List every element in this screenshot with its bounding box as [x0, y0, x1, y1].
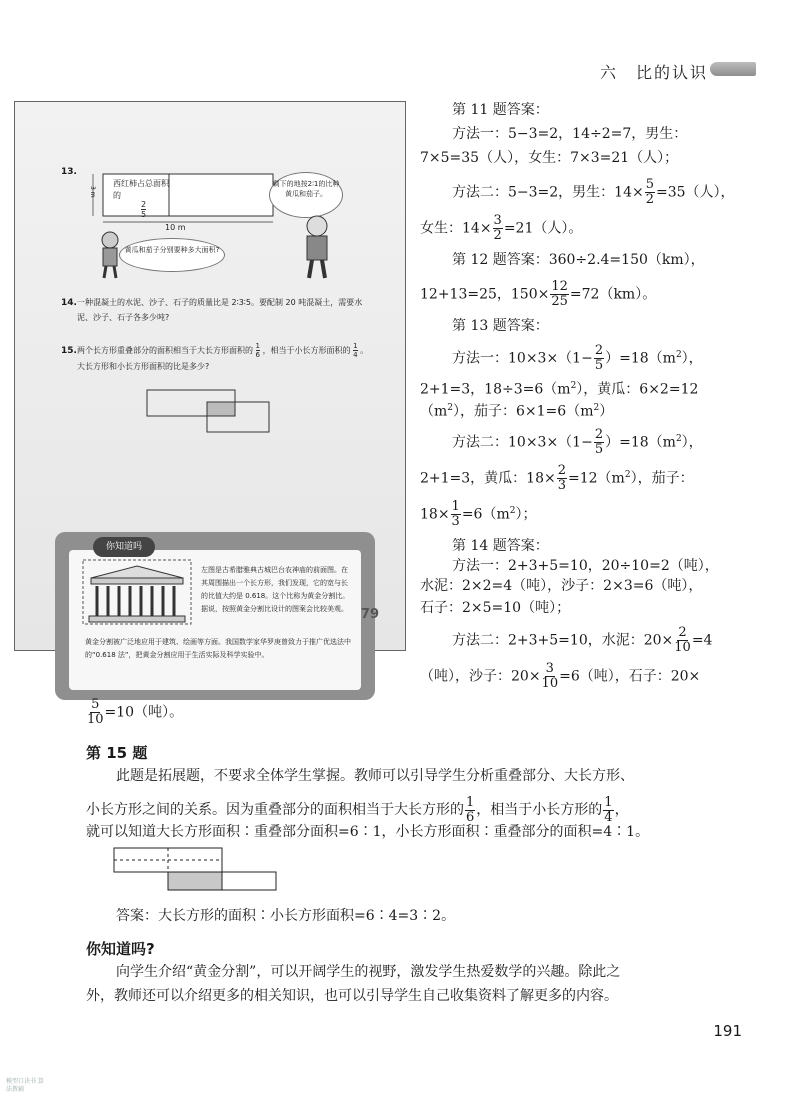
- speech-bubble-left: 黄瓜和茄子分别要种多大面积?: [119, 238, 225, 272]
- problem-13-width-label: 10 m: [165, 223, 186, 232]
- q13-method2-line2: [420, 464, 694, 493]
- fraction: [87, 698, 104, 727]
- text: 2+1=3，18÷3=6（m: [420, 381, 571, 398]
- q14-method1-line1: 方法一：2+3+5=10，20÷10=2（吨），: [452, 558, 719, 574]
- exponent: 2: [593, 403, 600, 413]
- fraction-numerator: 12: [551, 279, 568, 294]
- fraction-numerator: 2: [594, 427, 604, 442]
- fraction-denominator: 4: [353, 351, 358, 359]
- fraction: [451, 500, 461, 529]
- q12-line2: [420, 280, 656, 309]
- fraction-denominator: 3: [451, 514, 460, 529]
- fraction-numerator: 5: [645, 177, 655, 192]
- problem-15-diagram: [145, 388, 275, 438]
- text: 小长方形之间的关系。因为重叠部分的面积相当于大长方形的: [86, 802, 464, 818]
- fraction-denominator: 10: [541, 676, 559, 691]
- know-more-heading: 你知道吗?: [86, 940, 155, 958]
- chapter-title: 六 比的认识: [599, 63, 708, 82]
- q14-method2-line2: [420, 662, 700, 691]
- text: 方法二：2+3+5=10，水泥：20×: [452, 632, 674, 649]
- fraction-numerator: 1: [353, 342, 358, 350]
- q15-answer: 答案：大长方形的面积∶小长方形面积=6∶4=3∶2。: [116, 908, 456, 924]
- fraction: [557, 464, 567, 493]
- fraction-denominator: 6: [466, 809, 475, 825]
- know-badge: 你知道吗: [93, 537, 155, 557]
- fraction-denominator: 5: [141, 210, 147, 219]
- problem-15-text-a: 两个长方形重叠部分的面积相当于大长方形面积的: [77, 346, 253, 355]
- fraction-denominator: 10: [674, 640, 691, 655]
- text: ），茄子：6×1=6（m: [453, 403, 594, 420]
- q15-para-line1: 此题是拓展题，不要求全体学生掌握。教师可以引导学生分析重叠部分、大长方形、: [116, 768, 634, 784]
- fraction-numerator: 3: [493, 213, 502, 228]
- text: 方法二：10×3×（1−: [452, 434, 593, 451]
- text: =35（人），: [656, 184, 735, 201]
- textbook-page-number: 79: [360, 607, 379, 622]
- fraction-numerator: 1: [255, 342, 261, 350]
- problem-15-fraction-2: [353, 342, 357, 359]
- q13-method1-line1: 方法一：10×3×（1− $\frac{2}{5}$ ）$=18(m^2)$，: [452, 343, 703, 373]
- problem-15-text: [77, 342, 369, 374]
- know-body-1: 左图是古希腊雅典古城巴台农神庙的前面图。在其周围描出一个长方形，我们发现，它的宽与长的比值大约是 0.618。这个比称为黄金分割比。据说，按照黄金分割比设计的图案会比较美观。: [201, 566, 350, 613]
- text: =10（吨）。: [104, 704, 184, 721]
- q14-method2-line3: [86, 698, 183, 727]
- text: 女生：14×: [420, 220, 492, 237]
- q14-title: 第 14 题答案：: [452, 538, 549, 554]
- exponent: 2: [447, 403, 454, 413]
- exponent: 2: [570, 381, 577, 391]
- text: =12（m: [568, 470, 625, 487]
- q15-para-line3: 就可以知道大长方形面积∶重叠部分面积=6∶1，小长方形面积∶重叠部分的面积=4∶1。: [86, 824, 650, 840]
- watermark: 模型口诀书 算法教辅: [6, 1078, 44, 1093]
- q13-title: 第 13 题答案：: [452, 318, 549, 334]
- q13-method1-line2: [420, 376, 698, 400]
- problem-13-number: 13.: [61, 167, 77, 177]
- text: =6（m: [461, 506, 510, 523]
- q13-method2-line3: 18× $\frac{1}{3}$ $=6(m^2)$；: [420, 499, 537, 529]
- fraction-denominator: 2: [493, 228, 502, 243]
- fraction: [493, 214, 503, 243]
- fraction-denominator: 5: [594, 358, 604, 373]
- q13-method2-line1: 方法二：10×3×（1− $\frac{2}{5}$ ）$=18(m^2)$，: [452, 427, 703, 457]
- fraction: [645, 178, 655, 207]
- text: （吨），沙子：20×: [420, 668, 541, 685]
- fraction-denominator: 4: [604, 809, 613, 825]
- q11-method1-line2: 7×5=35（人），女生：7×3=21（人）；: [420, 150, 679, 166]
- text: =72（km）。: [569, 286, 657, 303]
- text: ，相当于小长方形的: [476, 802, 603, 818]
- fraction-numerator: 1: [466, 794, 475, 810]
- text: （m: [420, 403, 448, 420]
- problem-15-text-c: 。大长方形和小长方形面积的比是多少?: [77, 346, 369, 371]
- q13-method1-line3: $(m^2)$，茄子：$6\times 1=6(m^2)$: [420, 403, 614, 420]
- text: 12+13=25，150×: [420, 286, 550, 303]
- text: 方法一：10×3×（1−: [452, 350, 593, 367]
- fraction-numerator: 1: [451, 499, 460, 514]
- chapter-tab-marker: [710, 62, 756, 76]
- fraction-numerator: 1: [604, 794, 613, 810]
- fraction-numerator: 2: [678, 625, 687, 640]
- text: ），茄子：: [630, 470, 694, 487]
- problem-14-text: 一种混凝土的水泥、沙子、石子的质量比是 2∶3∶5。要配制 20 吨混凝土，需要水泥、沙子、石子各多少吨?: [77, 298, 363, 322]
- fraction-numerator: 2: [141, 200, 147, 209]
- fraction-denominator: 3: [557, 478, 567, 493]
- fraction: [594, 428, 604, 457]
- q15-overlap-diagram: [112, 846, 282, 894]
- q11-method2-line2: [420, 214, 582, 243]
- q12-line1: 第 12 题答案：360÷2.4=150（km），: [452, 252, 705, 268]
- text: 方法二：5−3=2，男生：14×: [452, 184, 644, 201]
- know-more-line1: 向学生介绍“黄金分割”，可以开阔学生的视野，激发学生热爱数学的兴趣。除此之: [116, 964, 621, 980]
- cartoon-boy-right: [295, 214, 339, 280]
- fraction-numerator: 3: [545, 661, 554, 676]
- cartoon-boy-left: [95, 230, 125, 280]
- problem-15-number: 15.: [61, 346, 77, 356]
- fraction-denominator: 2: [645, 192, 655, 207]
- fraction: [550, 280, 569, 309]
- text: 2+1=3，黄瓜：18×: [420, 470, 556, 487]
- know-body-2: 黄金分割被广泛地应用于建筑、绘画等方面。我国数学家华罗庚曾致力于推广优选法中的“0.618 法”，把黄金分割应用于生活实际及科学实验中。: [85, 638, 351, 659]
- q14-method2-line1: [452, 626, 712, 655]
- speech-bubble-right: 剩下的地按2∶1的比种黄瓜和茄子。: [269, 172, 343, 218]
- problem-15-text-b: ，相当于小长方形面积的: [262, 346, 351, 355]
- fraction: [594, 344, 604, 373]
- text: ，: [614, 802, 629, 818]
- fraction-denominator: 25: [551, 294, 568, 309]
- problem-13-fraction: [141, 200, 146, 219]
- text: =21（人）。: [503, 220, 583, 237]
- text: =4: [691, 632, 713, 649]
- problem-15-fraction-1: [256, 342, 260, 359]
- fraction-numerator: 2: [594, 343, 604, 358]
- textbook-page-image: [14, 101, 406, 659]
- problem-14-number: 14.: [61, 298, 77, 308]
- problem-13-tomato-label: 西红柿占总面积的: [113, 179, 169, 200]
- fraction: [542, 662, 559, 691]
- q14-method1-line3: 石子：2×5=10（吨）；: [420, 600, 571, 616]
- fraction: [674, 626, 691, 655]
- q11-method2-line1: [452, 178, 735, 207]
- page-number: 191: [713, 1022, 742, 1040]
- fraction-numerator: 2: [557, 463, 567, 478]
- know-more-line2: 外，教师还可以介绍更多的相关知识，也可以引导学生自己收集资料了解更多的内容。: [86, 988, 618, 1004]
- q11-title: 第 11 题答案：: [452, 102, 549, 118]
- text: ）=18（m: [605, 350, 676, 367]
- fraction-denominator: 6: [255, 351, 261, 359]
- problem-13-height-label: 3 m: [89, 186, 96, 198]
- exponent: 2: [675, 433, 682, 444]
- q11-method1-line1: 方法一：5−3=2，14÷2=7，男生：: [452, 126, 688, 142]
- parthenon-illustration: [81, 558, 193, 626]
- fraction-numerator: 5: [91, 697, 100, 712]
- q14-method1-line2: 水泥：2×2=4（吨），沙子：2×3=6（吨），: [420, 578, 703, 594]
- exponent: 2: [675, 349, 682, 360]
- fraction-denominator: 5: [594, 442, 604, 457]
- text: 18×: [420, 506, 450, 523]
- exponent: 2: [624, 469, 631, 480]
- fraction-denominator: 10: [87, 712, 104, 727]
- text: ），黄瓜：6×2=12: [576, 381, 699, 398]
- text: =6（吨），石子：20×: [559, 668, 701, 685]
- text: ）=18（m: [605, 434, 676, 451]
- q15-heading: 第 15 题: [86, 744, 148, 762]
- exponent: 2: [509, 505, 516, 516]
